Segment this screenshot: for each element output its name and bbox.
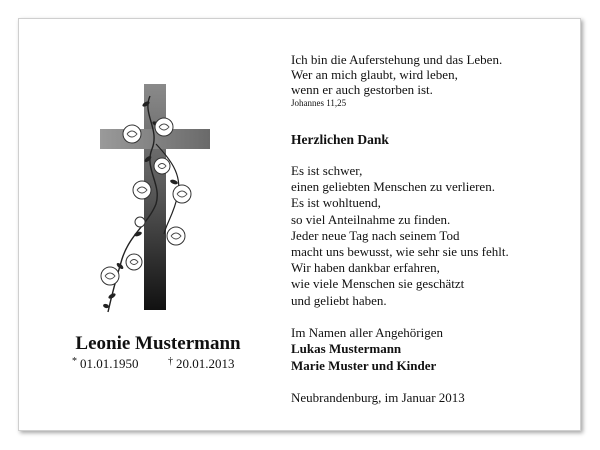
death-date-value: 20.01.2013 — [176, 356, 235, 371]
deceased-name: Leonie Mustermann — [75, 333, 241, 354]
birth-symbol: * — [72, 356, 77, 367]
bible-verse — [291, 52, 509, 109]
verse-reference: Johannes 11,25 — [291, 98, 347, 108]
poem-line: Es ist schwer, — [291, 163, 363, 178]
poem-line: Wir haben dankbar erfahren, — [291, 260, 440, 276]
closing-block — [291, 325, 509, 375]
poem-line: und geliebt haben. — [291, 292, 387, 308]
verse-line: wenn er auch gestorben ist. — [291, 82, 433, 97]
birth-date-value: 01.01.1950 — [80, 356, 139, 371]
poem-line: Jeder neue Tag nach seinem Tod — [291, 227, 460, 243]
poem-line: einen geliebten Menschen zu verlieren. — [291, 179, 495, 195]
poem-line: macht uns bewusst, wie sehr sie uns fehlt. — [291, 244, 509, 260]
family-name: Marie Muster und Kinder — [291, 357, 437, 373]
family-name: Lukas Mustermann — [291, 341, 402, 357]
poem-line: so viel Anteilnahme zu finden. — [291, 211, 451, 227]
poem-line: wie viele Menschen sie geschätzt — [291, 276, 465, 292]
birth-date — [72, 356, 139, 372]
death-symbol: † — [168, 356, 173, 367]
thanks-heading: Herzlichen Dank — [291, 132, 389, 147]
text-column — [291, 52, 509, 405]
death-date — [168, 356, 235, 372]
verse-line: Ich bin die Auferstehung und das Leben. — [291, 52, 503, 67]
cross-with-roses-icon — [90, 84, 230, 324]
poem — [291, 163, 509, 309]
closing-intro: Im Namen aller Angehörigen — [291, 324, 443, 340]
place-date: Neubrandenburg, im Januar 2013 — [291, 390, 465, 406]
verse-line: Wer an mich glaubt, wird leben, — [291, 67, 458, 82]
poem-line: Es ist wohltuend, — [291, 195, 381, 211]
